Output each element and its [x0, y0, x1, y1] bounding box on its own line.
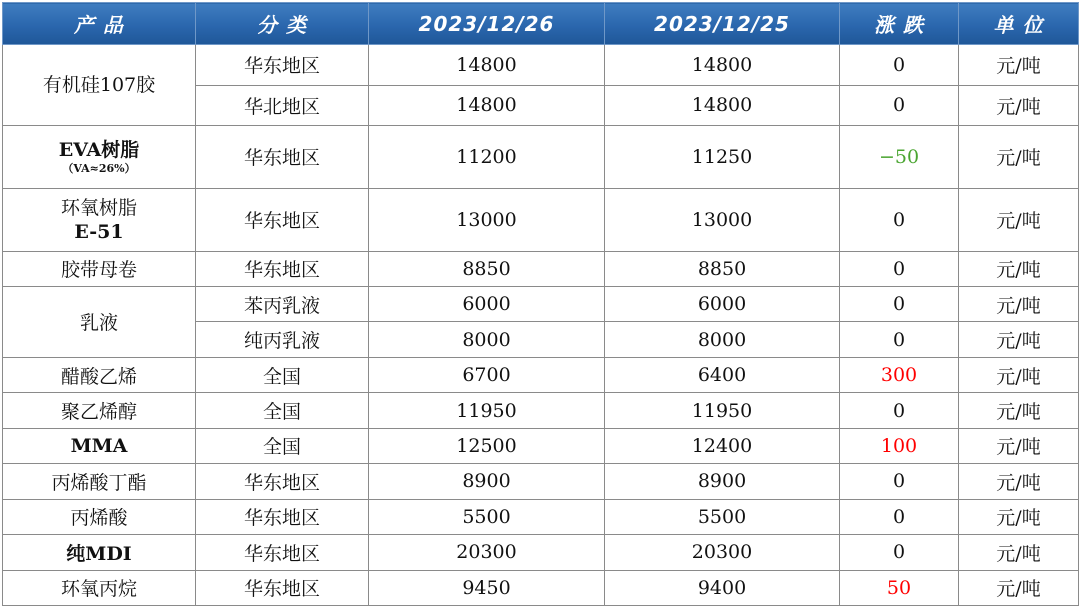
unit-cell: 元/吨	[959, 393, 1079, 428]
price-today-cell: 14800	[369, 45, 605, 86]
unit-cell: 元/吨	[959, 188, 1079, 251]
unit-cell: 元/吨	[959, 322, 1079, 357]
change-cell: 0	[840, 535, 959, 570]
category-cell: 华东地区	[196, 535, 369, 570]
change-cell: 50	[840, 570, 959, 606]
product-cell: MMA	[3, 428, 196, 463]
price-prev-cell: 20300	[605, 535, 840, 570]
header-product: 产 品	[3, 3, 196, 45]
unit-cell: 元/吨	[959, 251, 1079, 286]
change-cell: 0	[840, 188, 959, 251]
price-today-cell: 14800	[369, 85, 605, 126]
product-cell: 醋酸乙烯	[3, 357, 196, 392]
category-cell: 华北地区	[196, 85, 369, 126]
unit-cell: 元/吨	[959, 570, 1079, 606]
category-cell: 华东地区	[196, 570, 369, 606]
unit-cell: 元/吨	[959, 464, 1079, 499]
unit-cell: 元/吨	[959, 499, 1079, 534]
category-cell: 华东地区	[196, 188, 369, 251]
table-row	[3, 45, 1079, 86]
product-name: 环氧树脂	[60, 196, 137, 219]
price-today-cell: 11200	[369, 126, 605, 189]
category-cell: 华东地区	[196, 251, 369, 286]
unit-cell: 元/吨	[959, 357, 1079, 392]
price-prev-cell: 9400	[605, 570, 840, 606]
price-prev-cell: 8000	[605, 322, 840, 357]
price-prev-cell: 14800	[605, 85, 840, 126]
table-row	[3, 357, 1079, 392]
price-table	[2, 2, 1079, 606]
price-today-cell: 5500	[369, 499, 605, 534]
header-change: 涨 跌	[840, 3, 959, 45]
price-prev-cell: 13000	[605, 188, 840, 251]
price-prev-cell: 12400	[605, 428, 840, 463]
product-cell: 丙烯酸丁酯	[3, 464, 196, 499]
table-row	[3, 464, 1079, 499]
unit-cell: 元/吨	[959, 126, 1079, 189]
table-row	[3, 499, 1079, 534]
category-cell: 华东地区	[196, 499, 369, 534]
change-cell: 0	[840, 322, 959, 357]
price-today-cell: 12500	[369, 428, 605, 463]
price-prev-cell: 11950	[605, 393, 840, 428]
product-cell: 聚乙烯醇	[3, 393, 196, 428]
category-cell: 华东地区	[196, 126, 369, 189]
table-row	[3, 126, 1079, 189]
product-cell	[3, 126, 196, 189]
header-row	[3, 3, 1079, 45]
change-cell: 300	[840, 357, 959, 392]
product-cell: 丙烯酸	[3, 499, 196, 534]
price-today-cell: 6700	[369, 357, 605, 392]
table-row	[3, 188, 1079, 251]
unit-cell: 元/吨	[959, 287, 1079, 322]
price-prev-cell: 8850	[605, 251, 840, 286]
price-prev-cell: 5500	[605, 499, 840, 534]
product-cell: 环氧丙烷	[3, 570, 196, 606]
unit-cell: 元/吨	[959, 428, 1079, 463]
header-date-1: 2023/12/26	[369, 3, 605, 45]
product-name: 有机硅107胶	[42, 74, 156, 96]
change-cell: 0	[840, 85, 959, 126]
category-cell: 全国	[196, 357, 369, 392]
table-row	[3, 287, 1079, 322]
category-cell: 苯丙乳液	[196, 287, 369, 322]
price-prev-cell: 6400	[605, 357, 840, 392]
product-subtitle: （VA≈26%）	[62, 162, 136, 176]
price-prev-cell: 6000	[605, 287, 840, 322]
product-cell: 胶带母卷	[3, 251, 196, 286]
price-today-cell: 8000	[369, 322, 605, 357]
change-cell: −50	[840, 126, 959, 189]
category-cell: 纯丙乳液	[196, 322, 369, 357]
table-row	[3, 535, 1079, 570]
product-cell: 纯MDI	[3, 535, 196, 570]
table-row	[3, 428, 1079, 463]
category-cell: 全国	[196, 428, 369, 463]
product-name: EVA树脂	[58, 139, 140, 162]
change-cell: 0	[840, 499, 959, 534]
change-cell: 0	[840, 251, 959, 286]
table-row	[3, 393, 1079, 428]
header-date-2: 2023/12/25	[605, 3, 840, 45]
price-today-cell: 8900	[369, 464, 605, 499]
change-cell: 100	[840, 428, 959, 463]
header-unit: 单 位	[959, 3, 1079, 45]
price-today-cell: 13000	[369, 188, 605, 251]
product-cell	[3, 188, 196, 251]
table-row	[3, 251, 1079, 286]
price-prev-cell: 8900	[605, 464, 840, 499]
unit-cell: 元/吨	[959, 45, 1079, 86]
price-today-cell: 11950	[369, 393, 605, 428]
header-category: 分 类	[196, 3, 369, 45]
price-prev-cell: 14800	[605, 45, 840, 86]
change-cell: 0	[840, 287, 959, 322]
product-cell: 乳液	[3, 287, 196, 358]
unit-cell: 元/吨	[959, 535, 1079, 570]
category-cell: 华东地区	[196, 464, 369, 499]
change-cell: 0	[840, 45, 959, 86]
price-today-cell: 6000	[369, 287, 605, 322]
category-cell: 全国	[196, 393, 369, 428]
change-cell: 0	[840, 393, 959, 428]
table-row	[3, 570, 1079, 606]
price-prev-cell: 11250	[605, 126, 840, 189]
price-today-cell: 8850	[369, 251, 605, 286]
product-cell	[3, 45, 196, 126]
unit-cell: 元/吨	[959, 85, 1079, 126]
category-cell: 华东地区	[196, 45, 369, 86]
change-cell: 0	[840, 464, 959, 499]
price-today-cell: 20300	[369, 535, 605, 570]
price-today-cell: 9450	[369, 570, 605, 606]
product-subtitle: E-51	[74, 220, 124, 243]
